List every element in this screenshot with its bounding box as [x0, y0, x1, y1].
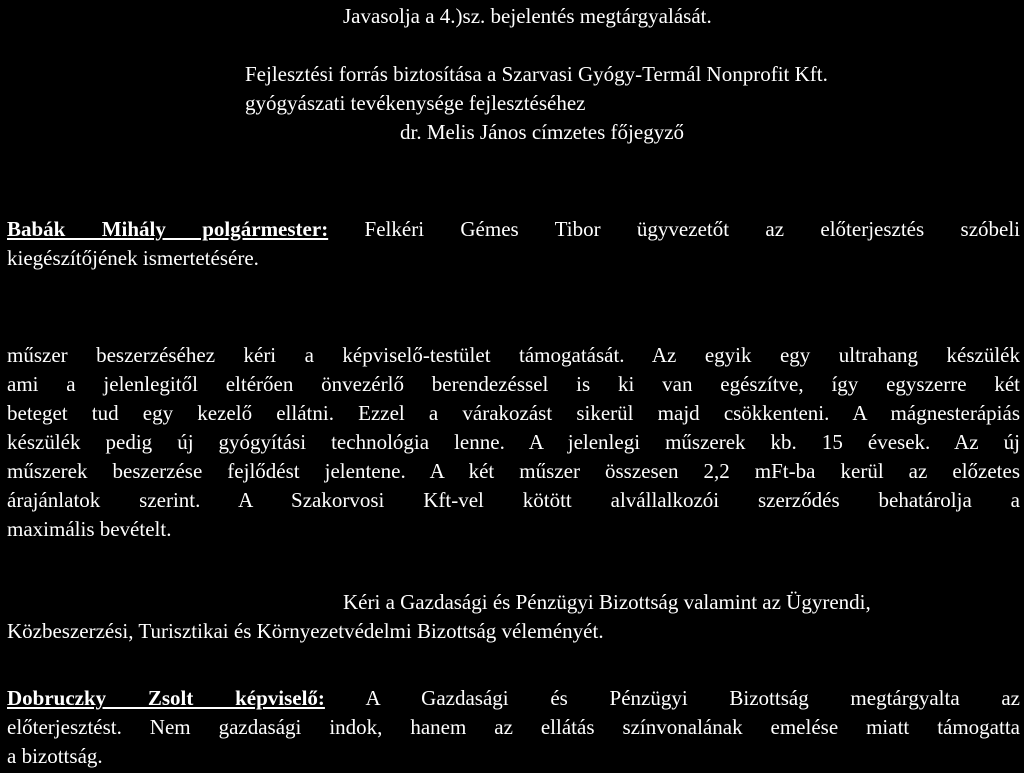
- paragraph-line: árajánlatok szerint. A Szakorvosi Kft-vel kötött alvállalkozói szerződés behatárolja a: [7, 488, 1020, 512]
- speech-representative-text-1: A Gazdasági és Pénzügyi Bizottság megtárgyalta az: [365, 686, 1020, 710]
- speech-representative-line-1: [7, 684, 1020, 713]
- paragraph-line: műszer beszerzéséhez kéri a képviselő-testület támogatását. Az egyik egy ultrahang készülék: [7, 343, 1020, 367]
- paragraph-line: beteget tud egy kezelő ellátni. Ezzel a várakozást sikerül majd csökkenteni. A mágnesterápiás: [7, 401, 1020, 425]
- speech-mayor-text-1: Felkéri Gémes Tibor ügyvezetőt az előterjesztés szóbeli: [364, 217, 1021, 241]
- paragraph-line: ami a jelenlegitől eltérően önvezérlő berendezéssel is ki van egészítve, így egyszerre két: [7, 372, 1020, 396]
- agenda-title-line-2: gyógyászati tevékenysége fejlesztéséhez: [245, 91, 586, 115]
- speech-mayor-line-1: [7, 215, 1020, 244]
- paragraph-line: maximális bevételt.: [7, 517, 172, 541]
- speaker-name-mayor: Babák Mihály polgármester:: [7, 217, 329, 241]
- paragraph-line: készülék pedig új gyógyítási technológia lenne. A jelenlegi műszerek kb. 15 évesek. Az új: [7, 430, 1020, 454]
- agenda-presenter: dr. Melis János címzetes főjegyző: [400, 120, 685, 144]
- agenda-title-line-1: Fejlesztési forrás biztosítása a Szarvasi Gyógy-Termál Nonprofit Kft.: [245, 62, 828, 86]
- speech-representative-line-3: a bizottság.: [7, 744, 103, 768]
- committee-request-line-2: Közbeszerzési, Turisztikai és Környezetvédelmi Bizottság véleményét.: [7, 619, 604, 643]
- committee-request-line-1: Kéri a Gazdasági és Pénzügyi Bizottság valamint az Ügyrendi,: [343, 590, 871, 614]
- speaker-name-representative: Dobruczky Zsolt képviselő:: [7, 686, 325, 710]
- speech-representative-line-2: előterjesztést. Nem gazdasági indok, hanem az ellátás színvonalának emelése miatt támogatta: [7, 715, 1020, 739]
- paragraph-line: műszerek beszerzése fejlődést jelentene. A két műszer összesen 2,2 mFt-ba kerül az előzetes: [7, 459, 1020, 483]
- proposal-line: Javasolja a 4.)sz. bejelentés megtárgyalását.: [343, 4, 712, 28]
- speech-mayor-line-2: kiegészítőjének ismertetésére.: [7, 246, 259, 270]
